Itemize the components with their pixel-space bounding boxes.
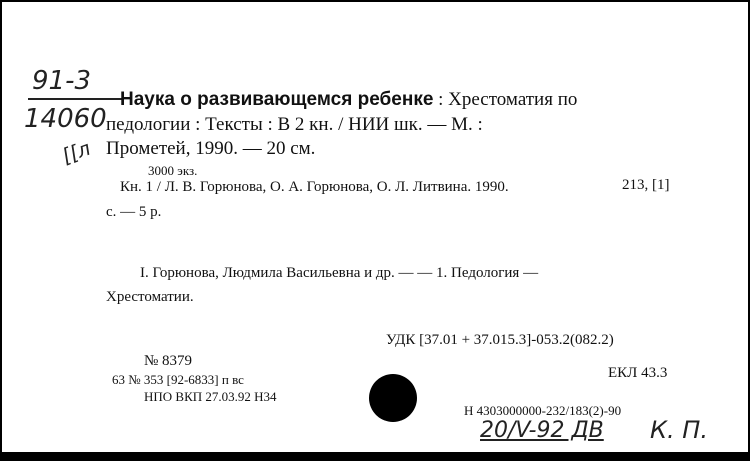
shelf-mark-top: 91-3 (32, 66, 92, 96)
volume-line-2: с. — 5 р. (106, 204, 162, 220)
volume-line-1: Кн. 1 / Л. В. Горюнова, О. А. Горюнова, О. Л. Литвина. 1990. (120, 179, 509, 195)
ekl-code: ЕКЛ 43.3 (608, 365, 668, 381)
tracing-line-1: I. Горюнова, Людмила Васильевна и др. — — 1. Педология — (140, 265, 539, 281)
batch-info: 63 № 353 [92-6833] п вс (112, 372, 244, 387)
entry-line-3: Прометей, 1990. — 20 см. (106, 138, 316, 159)
entry-title: Наука о развивающемся ребенке (120, 89, 434, 110)
entry-line-2: педологии : Тексты : В 2 кн. / НИИ шк. — М. : (106, 114, 483, 135)
order-number: № 8379 (144, 353, 193, 369)
entry-title-rest: : Хрестоматия по (438, 89, 578, 110)
udk-code: УДК [37.01 + 37.015.3]-053.2(082.2) (386, 332, 614, 348)
initials-handwritten: К. П. (650, 416, 708, 444)
shelf-mark-divider (28, 98, 124, 100)
volume-pages: 213, [1] (622, 177, 670, 193)
publisher-info: НПО ВКП 27.03.92 Н34 (144, 389, 277, 404)
shelf-mark-bottom: 14060 (24, 104, 107, 134)
accession-handwritten: 20/V-92 ДВ (480, 418, 604, 443)
punch-hole (369, 374, 417, 422)
entry-title-line (120, 90, 577, 109)
copies-count: 3000 экз. (148, 163, 198, 178)
index-code: Н 4303000000-232/183(2)-90 (464, 403, 622, 418)
tracing-line-2: Хрестоматии. (106, 289, 194, 305)
handwritten-scribble: [[л (58, 135, 94, 169)
catalog-card (2, 2, 748, 452)
